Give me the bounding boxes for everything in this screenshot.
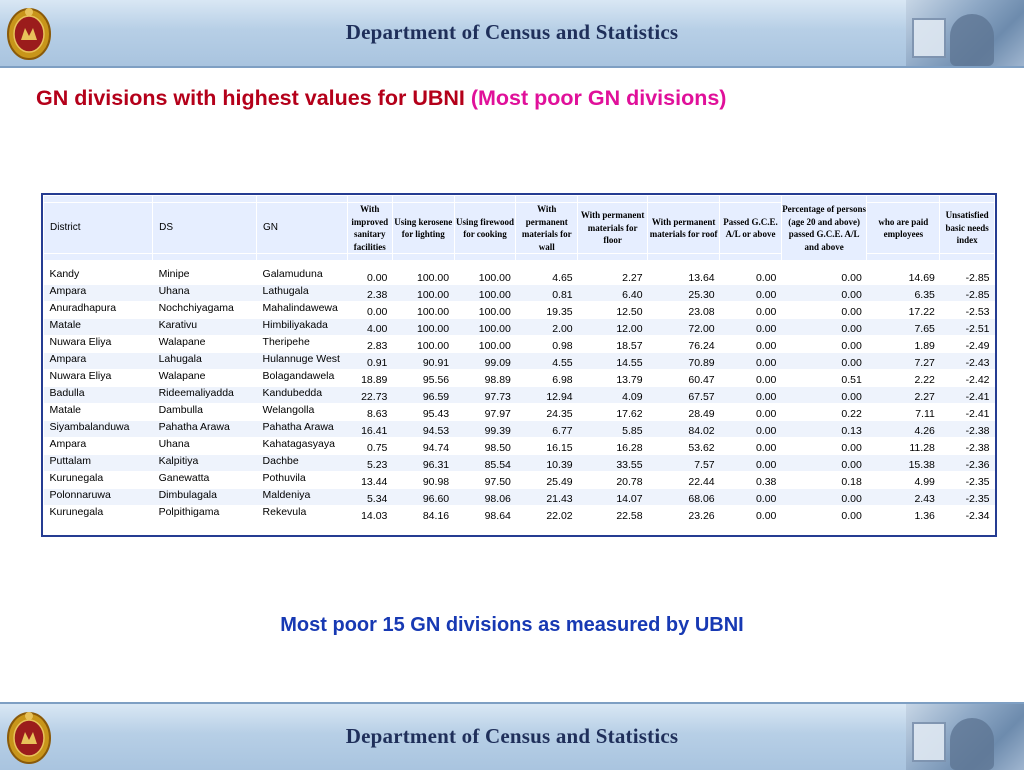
table-cell: 0.00 bbox=[781, 438, 866, 455]
table-cell: -2.41 bbox=[940, 404, 995, 421]
table-cell: Ampara bbox=[44, 285, 153, 302]
table-cell: 4.00 bbox=[347, 319, 392, 336]
table-cell: Siyambalanduwa bbox=[44, 421, 153, 438]
table-cell: 0.00 bbox=[781, 489, 866, 506]
table-row bbox=[44, 319, 995, 336]
table-cell: 10.39 bbox=[516, 455, 578, 472]
table-cell: Theripehe bbox=[257, 336, 348, 353]
col-header-roof: With permanent materials for roof bbox=[648, 203, 720, 254]
table-cell: Walapane bbox=[153, 370, 257, 387]
col-header-kerosene: Using kerosene for lighting bbox=[392, 203, 454, 254]
table-cell: -2.53 bbox=[940, 302, 995, 319]
table-cell: 1.36 bbox=[867, 506, 940, 523]
table-cell: 0.51 bbox=[781, 370, 866, 387]
table-cell: 23.26 bbox=[648, 506, 720, 523]
table-cell: 18.89 bbox=[347, 370, 392, 387]
table-cell: 100.00 bbox=[454, 268, 516, 285]
table-cell: 67.57 bbox=[648, 387, 720, 404]
table-cell: 0.00 bbox=[347, 268, 392, 285]
table-cell: 7.57 bbox=[648, 455, 720, 472]
table-cell: 100.00 bbox=[392, 319, 454, 336]
table-cell: 24.35 bbox=[516, 404, 578, 421]
table-cell: 85.54 bbox=[454, 455, 516, 472]
table-cell: 0.00 bbox=[720, 404, 782, 421]
table-cell: -2.41 bbox=[940, 387, 995, 404]
col-header-ubni: Unsatisfied basic needs index bbox=[940, 203, 995, 254]
table-cell: 2.38 bbox=[347, 285, 392, 302]
table-cell: 97.73 bbox=[454, 387, 516, 404]
table-cell: 0.00 bbox=[781, 506, 866, 523]
table-cell: Kandy bbox=[44, 268, 153, 285]
table-cell: Badulla bbox=[44, 387, 153, 404]
table-cell: -2.38 bbox=[940, 421, 995, 438]
banner-title: Department of Census and Statistics bbox=[345, 20, 679, 44]
table-cell: 0.00 bbox=[720, 438, 782, 455]
table-cell: 0.22 bbox=[781, 404, 866, 421]
table-cell: Hulannuge West bbox=[257, 353, 348, 370]
table-cell: -2.34 bbox=[940, 506, 995, 523]
table-cell: 14.55 bbox=[578, 353, 648, 370]
table-cell: Pahatha Arawa bbox=[257, 421, 348, 438]
table-cell: Lathugala bbox=[257, 285, 348, 302]
table-cell: 99.39 bbox=[454, 421, 516, 438]
table-cell: Uhana bbox=[153, 438, 257, 455]
table-cell: 97.50 bbox=[454, 472, 516, 489]
table-cell: -2.35 bbox=[940, 489, 995, 506]
table-cell: 0.00 bbox=[720, 370, 782, 387]
table-cell: 22.73 bbox=[347, 387, 392, 404]
table-cell: Walapane bbox=[153, 336, 257, 353]
table-cell: 16.15 bbox=[516, 438, 578, 455]
table-cell: 0.91 bbox=[347, 353, 392, 370]
table-cell: 17.22 bbox=[867, 302, 940, 319]
table-cell: Uhana bbox=[153, 285, 257, 302]
table-cell: Kandubedda bbox=[257, 387, 348, 404]
table-cell: 14.69 bbox=[867, 268, 940, 285]
col-header-firewood: Using firewood for cooking bbox=[454, 203, 516, 254]
table-cell: 7.11 bbox=[867, 404, 940, 421]
table-cell: Lahugala bbox=[153, 353, 257, 370]
table-cell: 1.89 bbox=[867, 336, 940, 353]
office-photo bbox=[906, 0, 1024, 66]
table-cell: 95.56 bbox=[392, 370, 454, 387]
table-cell: Maldeniya bbox=[257, 489, 348, 506]
table-cell: 25.49 bbox=[516, 472, 578, 489]
table-cell: 2.43 bbox=[867, 489, 940, 506]
table-cell: 98.06 bbox=[454, 489, 516, 506]
table-cell: 17.62 bbox=[578, 404, 648, 421]
table-cell: Rekevula bbox=[257, 506, 348, 523]
table-cell: 100.00 bbox=[454, 285, 516, 302]
table-cell: 98.64 bbox=[454, 506, 516, 523]
table-cell: 100.00 bbox=[392, 285, 454, 302]
table-cell: Minipe bbox=[153, 268, 257, 285]
hdr-fill bbox=[44, 196, 153, 203]
table-cell: 7.27 bbox=[867, 353, 940, 370]
table-cell: 13.64 bbox=[648, 268, 720, 285]
table-cell: 0.00 bbox=[781, 353, 866, 370]
table-cell: 97.97 bbox=[454, 404, 516, 421]
table-cell: 14.07 bbox=[578, 489, 648, 506]
table-row bbox=[44, 472, 995, 489]
table-cell: 28.49 bbox=[648, 404, 720, 421]
table-cell: -2.36 bbox=[940, 455, 995, 472]
table-cell: 6.77 bbox=[516, 421, 578, 438]
table-body bbox=[44, 261, 995, 523]
table-cell: 100.00 bbox=[392, 302, 454, 319]
table-cell: 0.98 bbox=[516, 336, 578, 353]
table-cell: 98.50 bbox=[454, 438, 516, 455]
table-cell: 100.00 bbox=[392, 268, 454, 285]
table-cell: Ganewatta bbox=[153, 472, 257, 489]
table-cell: Kalpitiya bbox=[153, 455, 257, 472]
table-cell: 4.65 bbox=[516, 268, 578, 285]
table-cell: 16.28 bbox=[578, 438, 648, 455]
table-cell: Anuradhapura bbox=[44, 302, 153, 319]
banner-title: Department of Census and Statistics bbox=[345, 724, 679, 748]
table-cell: 19.35 bbox=[516, 302, 578, 319]
table-cell: Welangolla bbox=[257, 404, 348, 421]
table-cell: Dambulla bbox=[153, 404, 257, 421]
table-cell: 0.00 bbox=[347, 302, 392, 319]
table-cell: 18.57 bbox=[578, 336, 648, 353]
table-cell: 12.94 bbox=[516, 387, 578, 404]
table-cell: 100.00 bbox=[392, 336, 454, 353]
bottom-banner bbox=[0, 702, 1024, 770]
table-cell: 25.30 bbox=[648, 285, 720, 302]
data-table bbox=[41, 193, 997, 537]
table-cell: 20.78 bbox=[578, 472, 648, 489]
table-cell: Nuwara Eliya bbox=[44, 370, 153, 387]
title-main: GN divisions with highest values for UBNI bbox=[36, 86, 465, 110]
table-row bbox=[44, 268, 995, 285]
table-cell: -2.35 bbox=[940, 472, 995, 489]
table-cell: 0.00 bbox=[720, 506, 782, 523]
table-cell: 22.44 bbox=[648, 472, 720, 489]
table-cell: 0.00 bbox=[781, 336, 866, 353]
office-photo bbox=[906, 704, 1024, 770]
table-row bbox=[44, 438, 995, 455]
table-cell: Himbiliyakada bbox=[257, 319, 348, 336]
table-cell: 13.44 bbox=[347, 472, 392, 489]
table-cell: 0.00 bbox=[720, 285, 782, 302]
table-caption: Most poor 15 GN divisions as measured by UBNI bbox=[280, 614, 744, 636]
table-cell: 4.99 bbox=[867, 472, 940, 489]
table-cell: 0.00 bbox=[720, 319, 782, 336]
table-row bbox=[44, 370, 995, 387]
table-cell: -2.51 bbox=[940, 319, 995, 336]
table-cell: 0.75 bbox=[347, 438, 392, 455]
table-row bbox=[44, 404, 995, 421]
table-cell: 100.00 bbox=[454, 302, 516, 319]
table-cell: Matale bbox=[44, 404, 153, 421]
col-header-district: District bbox=[44, 203, 153, 254]
table-row bbox=[44, 421, 995, 438]
table-cell: 2.27 bbox=[578, 268, 648, 285]
table-cell: 84.02 bbox=[648, 421, 720, 438]
table-cell: 5.85 bbox=[578, 421, 648, 438]
table-cell: 11.28 bbox=[867, 438, 940, 455]
table-cell: -2.85 bbox=[940, 285, 995, 302]
table-cell: Nuwara Eliya bbox=[44, 336, 153, 353]
table-cell: -2.38 bbox=[940, 438, 995, 455]
table-cell: 68.06 bbox=[648, 489, 720, 506]
col-header-gce: Passed G.C.E. A/L or above bbox=[720, 203, 782, 254]
title-sub: (Most poor GN divisions) bbox=[470, 86, 727, 110]
table-cell: Matale bbox=[44, 319, 153, 336]
col-header-sanitary: With improved sanitary facilities bbox=[347, 203, 392, 254]
table-cell: 100.00 bbox=[454, 319, 516, 336]
table-cell: -2.43 bbox=[940, 353, 995, 370]
table-cell: 6.35 bbox=[867, 285, 940, 302]
table-cell: 5.34 bbox=[347, 489, 392, 506]
table-cell: 13.79 bbox=[578, 370, 648, 387]
table-cell: 0.00 bbox=[781, 268, 866, 285]
table-cell: Nochchiyagama bbox=[153, 302, 257, 319]
table-cell: 90.91 bbox=[392, 353, 454, 370]
table-row bbox=[44, 455, 995, 472]
table-cell: 4.09 bbox=[578, 387, 648, 404]
table-cell: -2.42 bbox=[940, 370, 995, 387]
table-row bbox=[44, 489, 995, 506]
table-cell: 33.55 bbox=[578, 455, 648, 472]
table-cell: Polonnaruwa bbox=[44, 489, 153, 506]
table-cell: Pothuvila bbox=[257, 472, 348, 489]
table-row bbox=[44, 506, 995, 523]
table-cell: Ampara bbox=[44, 438, 153, 455]
table-cell: Ampara bbox=[44, 353, 153, 370]
table-cell: 0.18 bbox=[781, 472, 866, 489]
table-cell: Dachbe bbox=[257, 455, 348, 472]
table-cell: Kurunegala bbox=[44, 472, 153, 489]
table-cell: 0.00 bbox=[720, 489, 782, 506]
table-cell: 0.00 bbox=[720, 387, 782, 404]
table-row bbox=[44, 302, 995, 319]
table-cell: Kurunegala bbox=[44, 506, 153, 523]
table-cell: 2.22 bbox=[867, 370, 940, 387]
table-cell: 0.81 bbox=[516, 285, 578, 302]
table-cell: 0.38 bbox=[720, 472, 782, 489]
table-cell: 98.89 bbox=[454, 370, 516, 387]
table-cell: 100.00 bbox=[454, 336, 516, 353]
col-header-ds: DS bbox=[153, 203, 257, 254]
table-row bbox=[44, 387, 995, 404]
table-cell: 2.00 bbox=[516, 319, 578, 336]
table-cell: 2.83 bbox=[347, 336, 392, 353]
table-cell: 96.31 bbox=[392, 455, 454, 472]
table-cell: 84.16 bbox=[392, 506, 454, 523]
table-cell: 96.60 bbox=[392, 489, 454, 506]
table-cell: Karativu bbox=[153, 319, 257, 336]
table-cell: 2.27 bbox=[867, 387, 940, 404]
table-cell: -2.49 bbox=[940, 336, 995, 353]
table-cell: 0.00 bbox=[720, 336, 782, 353]
table-cell: Rideemaliyadda bbox=[153, 387, 257, 404]
table-row bbox=[44, 285, 995, 302]
table-cell: 76.24 bbox=[648, 336, 720, 353]
table-cell: Dimbulagala bbox=[153, 489, 257, 506]
table-cell: 16.41 bbox=[347, 421, 392, 438]
table-cell: 70.89 bbox=[648, 353, 720, 370]
table-cell: 0.00 bbox=[781, 387, 866, 404]
table-cell: 12.50 bbox=[578, 302, 648, 319]
col-header-wall: With permanent materials for wall bbox=[516, 203, 578, 254]
table-cell: Pahatha Arawa bbox=[153, 421, 257, 438]
table-cell: 0.13 bbox=[781, 421, 866, 438]
table-cell: 95.43 bbox=[392, 404, 454, 421]
table-cell: 72.00 bbox=[648, 319, 720, 336]
table-cell: 0.00 bbox=[781, 319, 866, 336]
table-cell: 0.00 bbox=[720, 455, 782, 472]
table-cell: Mahalindawewa bbox=[257, 302, 348, 319]
top-banner bbox=[0, 0, 1024, 68]
col-header-paid: who are paid employees bbox=[867, 203, 940, 254]
table-cell: 60.47 bbox=[648, 370, 720, 387]
col-header-floor: With permanent materials for floor bbox=[578, 203, 648, 254]
table-cell: 6.98 bbox=[516, 370, 578, 387]
table-cell: Kahatagasyaya bbox=[257, 438, 348, 455]
table-cell: 12.00 bbox=[578, 319, 648, 336]
table-cell: 96.59 bbox=[392, 387, 454, 404]
table-cell: 0.00 bbox=[720, 302, 782, 319]
table-cell: 22.58 bbox=[578, 506, 648, 523]
page-title bbox=[36, 86, 726, 111]
table-row bbox=[44, 336, 995, 353]
table-cell: 15.38 bbox=[867, 455, 940, 472]
table-cell: 8.63 bbox=[347, 404, 392, 421]
table-cell: 6.40 bbox=[578, 285, 648, 302]
table-cell: 22.02 bbox=[516, 506, 578, 523]
col-header-gn: GN bbox=[257, 203, 348, 254]
table-cell: Bolagandawela bbox=[257, 370, 348, 387]
table-cell: 4.26 bbox=[867, 421, 940, 438]
table-cell: 7.65 bbox=[867, 319, 940, 336]
table-cell: Puttalam bbox=[44, 455, 153, 472]
table-cell: 0.00 bbox=[720, 421, 782, 438]
table-cell: 0.00 bbox=[720, 353, 782, 370]
table-cell: 53.62 bbox=[648, 438, 720, 455]
col-header-pct: Percentage of persons (age 20 and above) passed G.C.E. A/L and above bbox=[781, 196, 866, 261]
table-cell: Polpithigama bbox=[153, 506, 257, 523]
table-cell: 0.00 bbox=[781, 455, 866, 472]
table-cell: 94.74 bbox=[392, 438, 454, 455]
table-cell: 5.23 bbox=[347, 455, 392, 472]
table-cell: 21.43 bbox=[516, 489, 578, 506]
table-cell: 14.03 bbox=[347, 506, 392, 523]
table-cell: 4.55 bbox=[516, 353, 578, 370]
table-cell: 23.08 bbox=[648, 302, 720, 319]
table-cell: 0.00 bbox=[720, 268, 782, 285]
table-row bbox=[44, 353, 995, 370]
table-cell: 99.09 bbox=[454, 353, 516, 370]
table-cell: Galamuduna bbox=[257, 268, 348, 285]
table-cell: 94.53 bbox=[392, 421, 454, 438]
table-cell: 90.98 bbox=[392, 472, 454, 489]
table-cell: 0.00 bbox=[781, 285, 866, 302]
table-cell: 0.00 bbox=[781, 302, 866, 319]
table-cell: -2.85 bbox=[940, 268, 995, 285]
